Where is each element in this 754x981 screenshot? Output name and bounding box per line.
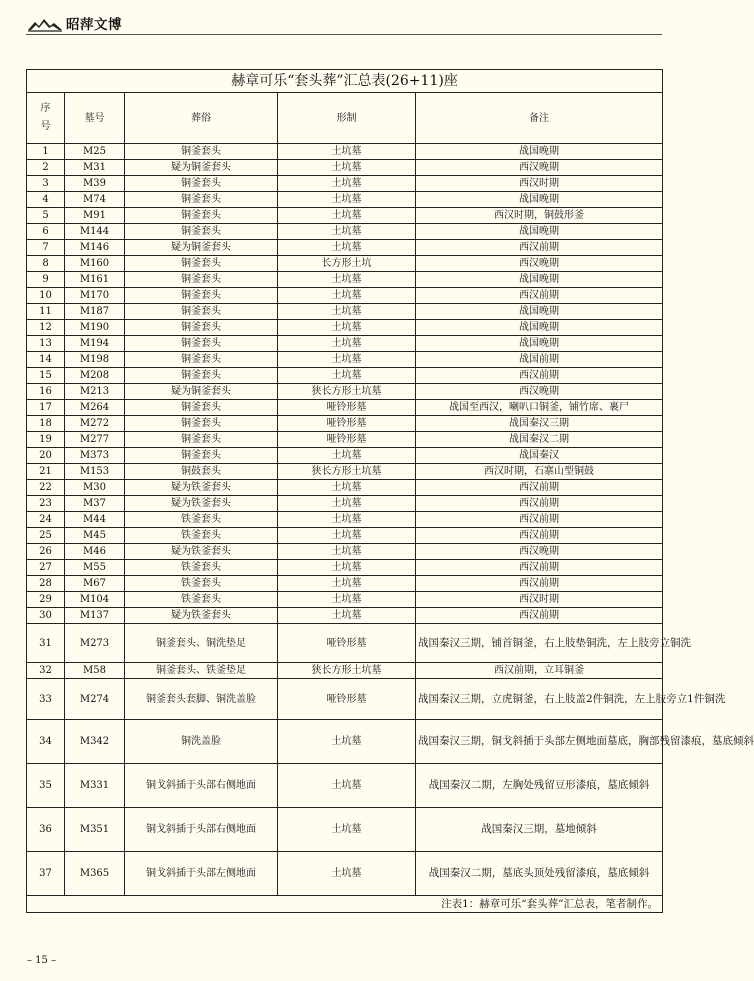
table-row — [27, 764, 663, 808]
table-row — [27, 176, 663, 192]
cell-seq: 20 — [27, 448, 65, 464]
cell-seq: 11 — [27, 304, 65, 320]
cell-tomb: M137 — [65, 608, 125, 624]
table-row — [27, 320, 663, 336]
cell-note: 西汉前期 — [416, 512, 663, 528]
table-row — [27, 336, 663, 352]
cell-tomb: M146 — [65, 240, 125, 256]
column-header-custom: 葬俗 — [125, 93, 278, 144]
cell-seq: 26 — [27, 544, 65, 560]
cell-custom: 铜釜套头 — [125, 432, 278, 448]
table-row — [27, 544, 663, 560]
cell-tomb: M190 — [65, 320, 125, 336]
mountain-logo-icon — [28, 16, 64, 32]
table-row — [27, 352, 663, 368]
cell-tomb: M160 — [65, 256, 125, 272]
cell-seq: 3 — [27, 176, 65, 192]
cell-note: 战国秦汉三期，立虎铜釜，右上肢盖2件铜洗，左上肢旁立1件铜洗 — [416, 679, 663, 720]
cell-note: 西汉晚期 — [416, 384, 663, 400]
cell-form: 哑铃形墓 — [278, 416, 416, 432]
cell-form: 土坑墓 — [278, 720, 416, 764]
cell-seq: 7 — [27, 240, 65, 256]
cell-note: 西汉前期 — [416, 576, 663, 592]
cell-form: 狭长方形土坑墓 — [278, 384, 416, 400]
cell-note: 西汉时期，铜鼓形釜 — [416, 208, 663, 224]
column-header-note: 备注 — [416, 93, 663, 144]
cell-custom: 疑为铜釜套头 — [125, 240, 278, 256]
cell-form: 哑铃形墓 — [278, 679, 416, 720]
cell-form: 土坑墓 — [278, 320, 416, 336]
cell-note: 西汉前期 — [416, 480, 663, 496]
table-row — [27, 368, 663, 384]
table-row — [27, 720, 663, 764]
cell-seq: 37 — [27, 852, 65, 896]
cell-form: 土坑墓 — [278, 480, 416, 496]
cell-custom: 疑为铁釜套头 — [125, 496, 278, 512]
cell-form: 土坑墓 — [278, 512, 416, 528]
cell-form: 哑铃形墓 — [278, 432, 416, 448]
cell-tomb: M67 — [65, 576, 125, 592]
table-row — [27, 208, 663, 224]
cell-seq: 15 — [27, 368, 65, 384]
cell-form: 土坑墓 — [278, 208, 416, 224]
table-title: 赫章可乐“套头葬”汇总表(26+11)座 — [27, 70, 663, 93]
cell-form: 土坑墓 — [278, 560, 416, 576]
cell-tomb: M161 — [65, 272, 125, 288]
cell-custom: 铁釜套头 — [125, 592, 278, 608]
cell-custom: 铜釜套头 — [125, 192, 278, 208]
cell-tomb: M264 — [65, 400, 125, 416]
cell-tomb: M58 — [65, 663, 125, 679]
cell-seq: 2 — [27, 160, 65, 176]
cell-note: 战国秦汉 — [416, 448, 663, 464]
cell-tomb: M55 — [65, 560, 125, 576]
cell-tomb: M153 — [65, 464, 125, 480]
cell-seq: 21 — [27, 464, 65, 480]
table-row — [27, 592, 663, 608]
table-row — [27, 464, 663, 480]
cell-custom: 铜釜套头 — [125, 176, 278, 192]
cell-tomb: M208 — [65, 368, 125, 384]
cell-note: 战国秦汉二期，墓底头顶处残留漆痕，墓底倾斜 — [416, 852, 663, 896]
cell-tomb: M365 — [65, 852, 125, 896]
cell-custom: 铁釜套头 — [125, 576, 278, 592]
cell-seq: 1 — [27, 144, 65, 160]
table-footnote: 注表1：赫章可乐“套头葬”汇总表，笔者制作。 — [27, 896, 663, 913]
cell-note: 战国秦汉三期，铜戈斜插于头部左侧地面墓底，胸部残留漆痕，墓底倾斜 — [416, 720, 663, 764]
cell-custom: 铜戈斜插于头部右侧地面 — [125, 808, 278, 852]
cell-custom: 铜洗盖脸 — [125, 720, 278, 764]
cell-custom: 铁釜套头 — [125, 528, 278, 544]
cell-custom: 铜釜套头 — [125, 416, 278, 432]
cell-note: 西汉前期，立耳铜釜 — [416, 663, 663, 679]
cell-tomb: M213 — [65, 384, 125, 400]
cell-custom: 铜釜套头 — [125, 368, 278, 384]
cell-tomb: M45 — [65, 528, 125, 544]
column-header-seq: 序 号 — [27, 93, 65, 144]
cell-form: 土坑墓 — [278, 528, 416, 544]
cell-note: 战国晚期 — [416, 336, 663, 352]
cell-note: 战国晚期 — [416, 304, 663, 320]
cell-form: 土坑墓 — [278, 608, 416, 624]
cell-form: 土坑墓 — [278, 176, 416, 192]
cell-custom: 疑为铁釜套头 — [125, 608, 278, 624]
cell-form: 土坑墓 — [278, 336, 416, 352]
cell-form: 土坑墓 — [278, 544, 416, 560]
cell-seq: 16 — [27, 384, 65, 400]
cell-seq: 4 — [27, 192, 65, 208]
cell-custom: 铜釜套头、铁釜垫足 — [125, 663, 278, 679]
cell-seq: 35 — [27, 764, 65, 808]
cell-note: 西汉前期 — [416, 608, 663, 624]
cell-form: 土坑墓 — [278, 808, 416, 852]
cell-seq: 17 — [27, 400, 65, 416]
table-row — [27, 496, 663, 512]
cell-tomb: M198 — [65, 352, 125, 368]
table-row — [27, 512, 663, 528]
column-header-form: 形制 — [278, 93, 416, 144]
cell-tomb: M273 — [65, 624, 125, 663]
cell-form: 土坑墓 — [278, 288, 416, 304]
summary-table — [26, 69, 754, 913]
table-row — [27, 679, 663, 720]
table-row — [27, 432, 663, 448]
cell-custom: 铜釜套头 — [125, 208, 278, 224]
cell-seq: 34 — [27, 720, 65, 764]
cell-note: 战国秦汉二期 — [416, 432, 663, 448]
cell-seq: 27 — [27, 560, 65, 576]
cell-tomb: M39 — [65, 176, 125, 192]
cell-note: 西汉前期 — [416, 560, 663, 576]
page-header — [26, 12, 662, 34]
cell-seq: 8 — [27, 256, 65, 272]
cell-tomb: M144 — [65, 224, 125, 240]
table-row — [27, 852, 663, 896]
cell-tomb: M351 — [65, 808, 125, 852]
table-row — [27, 416, 663, 432]
cell-custom: 疑为铜釜套头 — [125, 384, 278, 400]
table-row — [27, 288, 663, 304]
cell-seq: 28 — [27, 576, 65, 592]
cell-form: 土坑墓 — [278, 592, 416, 608]
cell-custom: 铜釜套头 — [125, 272, 278, 288]
cell-note: 西汉时期，石寨山型铜鼓 — [416, 464, 663, 480]
cell-tomb: M342 — [65, 720, 125, 764]
table-row — [27, 304, 663, 320]
cell-note: 西汉前期 — [416, 496, 663, 512]
cell-tomb: M74 — [65, 192, 125, 208]
cell-custom: 疑为铁釜套头 — [125, 480, 278, 496]
cell-note: 西汉前期 — [416, 368, 663, 384]
cell-custom: 铁釜套头 — [125, 512, 278, 528]
cell-form: 土坑墓 — [278, 192, 416, 208]
cell-tomb: M331 — [65, 764, 125, 808]
cell-note: 西汉晚期 — [416, 544, 663, 560]
cell-note: 战国晚期 — [416, 320, 663, 336]
cell-custom: 铜鼓套头 — [125, 464, 278, 480]
cell-custom: 铜釜套头 — [125, 400, 278, 416]
cell-custom: 铜釜套头 — [125, 224, 278, 240]
cell-seq: 9 — [27, 272, 65, 288]
cell-seq: 24 — [27, 512, 65, 528]
cell-custom: 铜釜套头 — [125, 288, 278, 304]
page-number: – 15 – — [27, 955, 57, 966]
table-header-row — [27, 93, 663, 144]
cell-seq: 36 — [27, 808, 65, 852]
cell-note: 西汉晚期 — [416, 256, 663, 272]
table-row — [27, 256, 663, 272]
cell-seq: 29 — [27, 592, 65, 608]
cell-form: 土坑墓 — [278, 764, 416, 808]
cell-custom: 铜釜套头 — [125, 144, 278, 160]
cell-tomb: M44 — [65, 512, 125, 528]
cell-custom: 铜釜套头 — [125, 304, 278, 320]
column-header-tomb: 墓号 — [65, 93, 125, 144]
cell-custom: 疑为铜釜套头 — [125, 160, 278, 176]
cell-seq: 33 — [27, 679, 65, 720]
table-row — [27, 808, 663, 852]
cell-form: 狭长方形土坑墓 — [278, 663, 416, 679]
cell-tomb: M274 — [65, 679, 125, 720]
cell-tomb: M25 — [65, 144, 125, 160]
cell-custom: 铜戈斜插于头部右侧地面 — [125, 764, 278, 808]
cell-note: 战国晚期 — [416, 224, 663, 240]
cell-tomb: M31 — [65, 160, 125, 176]
cell-tomb: M277 — [65, 432, 125, 448]
cell-form: 土坑墓 — [278, 852, 416, 896]
brand-name: 昭萍文博 — [66, 17, 122, 33]
cell-form: 哑铃形墓 — [278, 400, 416, 416]
table-row — [27, 144, 663, 160]
cell-tomb: M194 — [65, 336, 125, 352]
cell-form: 土坑墓 — [278, 160, 416, 176]
cell-custom: 铜釜套头 — [125, 352, 278, 368]
header-divider — [26, 34, 662, 35]
cell-seq: 30 — [27, 608, 65, 624]
cell-seq: 22 — [27, 480, 65, 496]
cell-tomb: M373 — [65, 448, 125, 464]
cell-tomb: M272 — [65, 416, 125, 432]
cell-custom: 铜釜套头 — [125, 256, 278, 272]
cell-tomb: M30 — [65, 480, 125, 496]
cell-note: 战国秦汉三期，铺首铜釜，右上肢垫铜洗，左上肢旁立铜洗 — [416, 624, 663, 663]
cell-custom: 铜釜套头套脚、铜洗盖脸 — [125, 679, 278, 720]
cell-seq: 19 — [27, 432, 65, 448]
cell-form: 土坑墓 — [278, 368, 416, 384]
cell-tomb: M46 — [65, 544, 125, 560]
cell-seq: 14 — [27, 352, 65, 368]
cell-seq: 18 — [27, 416, 65, 432]
table-row — [27, 400, 663, 416]
cell-note: 西汉前期 — [416, 288, 663, 304]
cell-note: 战国秦汉三期 — [416, 416, 663, 432]
cell-custom: 铁釜套头 — [125, 560, 278, 576]
cell-note: 战国前期 — [416, 352, 663, 368]
cell-note: 战国晚期 — [416, 144, 663, 160]
cell-seq: 31 — [27, 624, 65, 663]
table-row — [27, 240, 663, 256]
cell-note: 西汉前期 — [416, 240, 663, 256]
cell-custom: 铜釜套头、铜洗垫足 — [125, 624, 278, 663]
cell-form: 土坑墓 — [278, 496, 416, 512]
cell-form: 土坑墓 — [278, 144, 416, 160]
cell-seq: 10 — [27, 288, 65, 304]
cell-custom: 疑为铁釜套头 — [125, 544, 278, 560]
cell-form: 长方形土坑 — [278, 256, 416, 272]
table-row — [27, 272, 663, 288]
cell-seq: 12 — [27, 320, 65, 336]
cell-custom: 铜釜套头 — [125, 336, 278, 352]
cell-tomb: M170 — [65, 288, 125, 304]
cell-note: 西汉时期 — [416, 592, 663, 608]
cell-custom: 铜釜套头 — [125, 448, 278, 464]
table-row — [27, 384, 663, 400]
table-row — [27, 528, 663, 544]
cell-tomb: M91 — [65, 208, 125, 224]
cell-form: 狭长方形土坑墓 — [278, 464, 416, 480]
cell-seq: 32 — [27, 663, 65, 679]
table-row — [27, 224, 663, 240]
cell-form: 土坑墓 — [278, 240, 416, 256]
cell-seq: 6 — [27, 224, 65, 240]
cell-note: 西汉前期 — [416, 528, 663, 544]
cell-form: 土坑墓 — [278, 272, 416, 288]
cell-form: 土坑墓 — [278, 352, 416, 368]
cell-note: 西汉时期 — [416, 176, 663, 192]
cell-note: 战国至西汉，喇叭口铜釜，铺竹席、裹尸 — [416, 400, 663, 416]
cell-form: 土坑墓 — [278, 304, 416, 320]
cell-tomb: M187 — [65, 304, 125, 320]
cell-custom: 铜戈斜插于头部左侧地面 — [125, 852, 278, 896]
table-row — [27, 448, 663, 464]
cell-form: 土坑墓 — [278, 448, 416, 464]
cell-note: 战国晚期 — [416, 272, 663, 288]
table-row — [27, 608, 663, 624]
cell-note: 战国秦汉二期，左胸处残留豆形漆痕，墓底倾斜 — [416, 764, 663, 808]
cell-seq: 13 — [27, 336, 65, 352]
table-row — [27, 663, 663, 679]
table-row — [27, 560, 663, 576]
table-row — [27, 624, 663, 663]
cell-seq: 5 — [27, 208, 65, 224]
table-row — [27, 192, 663, 208]
cell-custom: 铜釜套头 — [125, 320, 278, 336]
cell-note: 战国晚期 — [416, 192, 663, 208]
cell-seq: 23 — [27, 496, 65, 512]
cell-tomb: M104 — [65, 592, 125, 608]
table-row — [27, 576, 663, 592]
table-row — [27, 160, 663, 176]
cell-seq: 25 — [27, 528, 65, 544]
table-row — [27, 480, 663, 496]
cell-note: 西汉晚期 — [416, 160, 663, 176]
cell-tomb: M37 — [65, 496, 125, 512]
cell-form: 土坑墓 — [278, 224, 416, 240]
cell-note: 战国秦汉三期，墓地倾斜 — [416, 808, 663, 852]
cell-form: 土坑墓 — [278, 576, 416, 592]
cell-form: 哑铃形墓 — [278, 624, 416, 663]
